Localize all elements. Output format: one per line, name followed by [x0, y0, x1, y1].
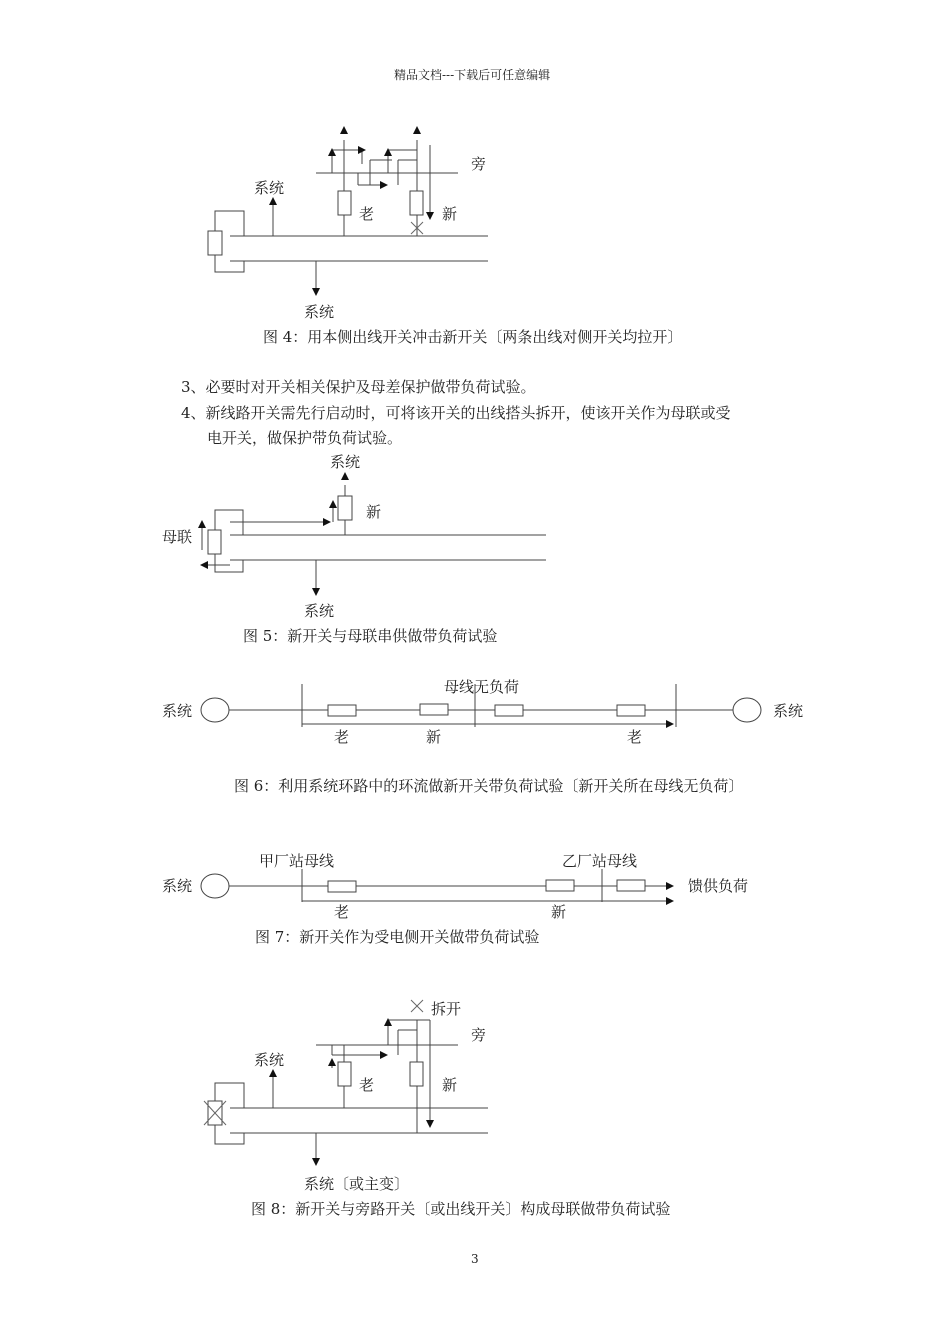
fig4-label-system-bottom: 系统: [304, 303, 335, 321]
fig8-label-system-bottom: 系统〔或主变〕: [304, 1175, 410, 1193]
fig6-label-system-right: 系统: [773, 702, 804, 720]
page-number: 3: [471, 1252, 479, 1266]
fig7-label-bus-a: 甲厂站母线: [259, 852, 335, 870]
fig4-caption: 图 4：用本侧出线开关冲击新开关〔两条出线对侧开关均拉开〕: [263, 328, 683, 346]
list-item-4-line2: 电开关，做保护带负荷试验。: [207, 429, 403, 447]
page-header: 精品文档---下载后可任意编辑: [394, 68, 551, 82]
fig8-label-disconnected: 拆开: [431, 1000, 462, 1018]
fig8-label-system-top: 系统: [254, 1051, 285, 1069]
fig4-label-new: 新: [442, 205, 458, 223]
fig8-label-old: 老: [359, 1076, 375, 1094]
fig6-label-bus-no-load: 母线无负荷: [444, 678, 520, 696]
fig6-label-system-left: 系统: [162, 702, 193, 720]
fig6-label-new: 新: [426, 728, 442, 746]
fig5-label-new: 新: [366, 503, 382, 521]
fig7-label-feeder-load: 馈供负荷: [688, 877, 749, 895]
fig7-caption: 图 7：新开关作为受电侧开关做带负荷试验: [255, 928, 540, 946]
fig5-label-coupler: 母联: [162, 528, 193, 546]
fig7-label-system: 系统: [162, 877, 193, 895]
fig7-label-bus-b: 乙厂站母线: [562, 852, 638, 870]
fig7-label-old: 老: [334, 903, 350, 921]
fig8-label-bypass: 旁: [471, 1026, 487, 1044]
fig4-label-system-top: 系统: [254, 179, 285, 197]
fig6-label-old-right: 老: [627, 728, 643, 746]
list-item-4-line1: 4、新线路开关需先行启动时，可将该开关的出线搭头拆开，使该开关作为母联或受: [181, 404, 731, 422]
fig6-label-old-left: 老: [334, 728, 350, 746]
list-item-3: 3、必要时对开关相关保护及母差保护做带负荷试验。: [181, 378, 536, 396]
fig5-label-system-top: 系统: [330, 453, 361, 471]
fig6-caption: 图 6：利用系统环路中的环流做新开关带负荷试验〔新开关所在母线无负荷〕: [234, 777, 744, 795]
fig8-label-new: 新: [442, 1076, 458, 1094]
fig8-caption: 图 8：新开关与旁路开关〔或出线开关〕构成母联做带负荷试验: [251, 1200, 671, 1218]
fig5-label-system-bottom: 系统: [304, 602, 335, 620]
fig7-label-new: 新: [551, 903, 567, 921]
fig4-label-old: 老: [359, 205, 375, 223]
fig4-label-bypass: 旁: [471, 155, 487, 173]
fig5-caption: 图 5：新开关与母联串供做带负荷试验: [243, 627, 498, 645]
